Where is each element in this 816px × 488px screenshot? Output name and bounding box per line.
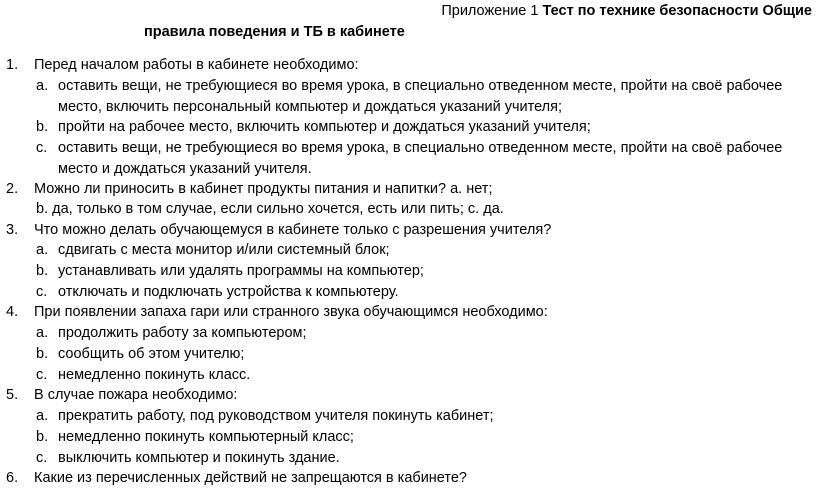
question-3	[0, 220, 551, 240]
answer-4c	[36, 365, 812, 386]
answer-letter: c.	[36, 450, 48, 466]
answer-text: пройти на рабочее место, включить компьютер и дождаться указаний учителя;	[58, 119, 591, 135]
answer-5b	[36, 427, 812, 448]
question-number: 5.	[6, 387, 19, 403]
answer-text: немедленно покинуть компьютерный класс;	[58, 429, 354, 445]
answer-letter: b.	[36, 429, 49, 445]
question-1	[0, 55, 359, 75]
answer-4b	[36, 344, 812, 365]
answer-3b	[36, 261, 812, 282]
answer-3a	[36, 240, 812, 261]
answer-1b	[36, 117, 812, 138]
answer-5c	[36, 448, 812, 469]
header-line-1	[441, 3, 812, 19]
answer-letter: c.	[36, 140, 48, 156]
answer-text: устанавливать или удалять программы на компьютер;	[58, 263, 424, 279]
question-number: 1.	[6, 57, 19, 73]
answer-letter: c.	[36, 284, 48, 300]
answer-letter: b.	[36, 119, 49, 135]
question-6	[0, 468, 467, 488]
answer-3c	[36, 282, 812, 303]
question-number: 6.	[6, 470, 19, 486]
question-text: В случае пожара необходимо:	[34, 387, 238, 403]
question-number: 2.	[6, 181, 19, 197]
answer-text: сообщить об этом учителю;	[58, 346, 245, 362]
question-2-answers-inline: b. да, только в том случае, если сильно хочется, есть или пить; c. да.	[36, 201, 504, 217]
answer-text: выключить компьютер и покинуть здание.	[58, 450, 340, 466]
answer-letter: a.	[36, 408, 49, 424]
answer-text: сдвигать с места монитор и/или системный блок;	[58, 242, 390, 258]
question-text: Что можно делать обучающемуся в кабинете только с разрешения учителя?	[34, 222, 552, 238]
question-number: 4.	[6, 304, 19, 320]
header-title-line2: правила поведения и ТБ в кабинете	[144, 24, 405, 40]
answer-letter: b.	[36, 263, 49, 279]
question-2	[0, 179, 492, 199]
question-text: Перед началом работы в кабинете необходимо:	[34, 57, 359, 73]
question-number: 3.	[6, 222, 19, 238]
question-text: Какие из перечисленных действий не запрещаются в кабинете?	[34, 470, 467, 486]
answer-letter: a.	[36, 78, 49, 94]
answer-letter: a.	[36, 325, 49, 341]
answer-5a	[36, 406, 812, 427]
question-5	[0, 385, 237, 405]
answer-text: немедленно покинуть класс.	[58, 367, 251, 383]
question-4	[0, 302, 548, 322]
question-text: Можно ли приносить в кабинет продукты питания и напитки? a. нет;	[34, 181, 493, 197]
answer-1a	[36, 76, 812, 117]
answer-text: отключать и подключать устройства к компьютеру.	[58, 284, 399, 300]
question-text: При появлении запаха гари или странного звука обучающимся необходимо:	[34, 304, 548, 320]
answer-1c	[36, 138, 812, 179]
answer-text: прекратить работу, под руководством учителя покинуть кабинет;	[58, 408, 494, 424]
answer-letter: b.	[36, 346, 49, 362]
answer-letter: a.	[36, 242, 49, 258]
header-prefix: Приложение 1	[441, 3, 543, 19]
header-title-line1: Тест по технике безопасности Общие	[542, 3, 812, 19]
answer-text: продолжить работу за компьютером;	[58, 325, 307, 341]
answer-4a	[36, 323, 812, 344]
answer-text: оставить вещи, не требующиеся во время урока, в специально отведенном месте, пройти на своё рабочее место и дождаться указаний учителя.	[58, 140, 783, 177]
answer-letter: c.	[36, 367, 48, 383]
answer-text: оставить вещи, не требующиеся во время урока, в специально отведенном месте, пройти на своё рабочее место, включить персональный компьютер и дождаться указаний учителя;	[58, 78, 783, 115]
